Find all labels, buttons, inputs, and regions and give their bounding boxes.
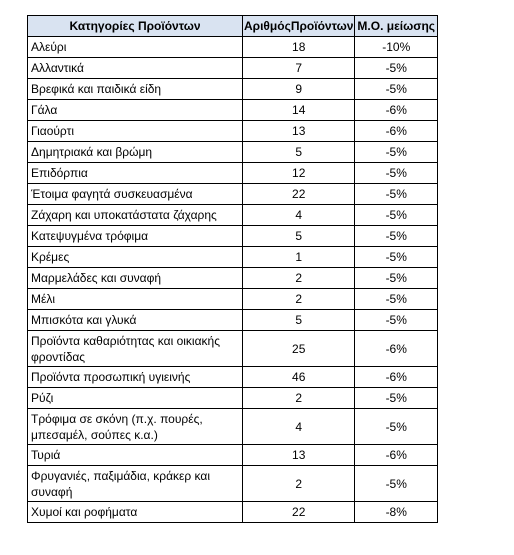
count-cell: 13: [243, 445, 355, 466]
category-cell: Γάλα: [28, 100, 243, 121]
category-cell: Προϊόντα προσωπική υγιεινής: [28, 367, 243, 388]
category-cell: Φρυγανιές, παξιμάδια, κράκερ και συναφή: [28, 466, 243, 502]
table-row: [28, 388, 438, 409]
category-cell: Τρόφιμα σε σκόνη (π.χ. πουρές, μπεσαμέλ, σούπες κ.α.): [28, 409, 243, 445]
category-cell: Προϊόντα καθαριότητας και οικιακής φροντίδας: [28, 331, 243, 367]
category-cell: Μπισκότα και γλυκά: [28, 310, 243, 331]
table-row: [28, 409, 438, 445]
reduction-cell: -6%: [355, 121, 438, 142]
reduction-cell: -5%: [355, 388, 438, 409]
category-cell: Ρύζι: [28, 388, 243, 409]
category-cell: Χυμοί και ροφήματα: [28, 502, 243, 523]
category-cell: Αλεύρι: [28, 37, 243, 58]
table-row: [28, 310, 438, 331]
count-cell: 4: [243, 205, 355, 226]
reduction-cell: -5%: [355, 247, 438, 268]
count-cell: 5: [243, 310, 355, 331]
count-cell: 25: [243, 331, 355, 367]
table-row: [28, 289, 438, 310]
category-cell: Τυριά: [28, 445, 243, 466]
count-cell: 13: [243, 121, 355, 142]
table-row: [28, 205, 438, 226]
category-cell: Επιδόρπια: [28, 163, 243, 184]
reduction-cell: -5%: [355, 466, 438, 502]
reduction-cell: -5%: [355, 409, 438, 445]
reduction-cell: -6%: [355, 445, 438, 466]
reduction-cell: -5%: [355, 58, 438, 79]
count-cell: 2: [243, 268, 355, 289]
category-cell: Γιαούρτι: [28, 121, 243, 142]
category-cell: Βρεφικά και παιδικά είδη: [28, 79, 243, 100]
table-row: [28, 247, 438, 268]
count-cell: 18: [243, 37, 355, 58]
count-cell: 2: [243, 289, 355, 310]
category-cell: Μέλι: [28, 289, 243, 310]
table-row: [28, 184, 438, 205]
header-average-reduction: Μ.Ο. μείωσης: [355, 16, 438, 37]
table-header-row: [28, 16, 438, 37]
category-cell: Δημητριακά και βρώμη: [28, 142, 243, 163]
table-row: [28, 226, 438, 247]
reduction-cell: -6%: [355, 100, 438, 121]
table-row: [28, 37, 438, 58]
count-cell: 14: [243, 100, 355, 121]
table-row: [28, 100, 438, 121]
count-cell: 1: [243, 247, 355, 268]
count-cell: 7: [243, 58, 355, 79]
table-row: [28, 121, 438, 142]
reduction-cell: -5%: [355, 184, 438, 205]
count-cell: 22: [243, 502, 355, 523]
table-row: [28, 466, 438, 502]
header-category: Κατηγορίες Προϊόντων: [28, 16, 243, 37]
table-row: [28, 163, 438, 184]
table-row: [28, 58, 438, 79]
reduction-cell: -5%: [355, 163, 438, 184]
count-cell: 5: [243, 226, 355, 247]
product-categories-table: [27, 15, 438, 523]
count-cell: 4: [243, 409, 355, 445]
reduction-cell: -5%: [355, 268, 438, 289]
table-row: [28, 367, 438, 388]
category-cell: Ζάχαρη και υποκατάστατα ζάχαρης: [28, 205, 243, 226]
category-cell: Έτοιμα φαγητά συσκευασμένα: [28, 184, 243, 205]
reduction-cell: -5%: [355, 310, 438, 331]
category-cell: Μαρμελάδες και συναφή: [28, 268, 243, 289]
count-cell: 22: [243, 184, 355, 205]
reduction-cell: -8%: [355, 502, 438, 523]
category-cell: Κρέμες: [28, 247, 243, 268]
table-row: [28, 331, 438, 367]
table-row: [28, 268, 438, 289]
count-cell: 12: [243, 163, 355, 184]
reduction-cell: -5%: [355, 79, 438, 100]
reduction-cell: -6%: [355, 331, 438, 367]
reduction-cell: -10%: [355, 37, 438, 58]
table-row: [28, 79, 438, 100]
count-cell: 2: [243, 466, 355, 502]
count-cell: 2: [243, 388, 355, 409]
reduction-cell: -5%: [355, 226, 438, 247]
category-cell: Κατεψυγμένα τρόφιμα: [28, 226, 243, 247]
reduction-cell: -5%: [355, 289, 438, 310]
reduction-cell: -5%: [355, 142, 438, 163]
reduction-cell: -5%: [355, 205, 438, 226]
table-row: [28, 502, 438, 523]
count-cell: 9: [243, 79, 355, 100]
category-cell: Αλλαντικά: [28, 58, 243, 79]
table-row: [28, 445, 438, 466]
reduction-cell: -6%: [355, 367, 438, 388]
header-product-count: ΑριθμόςΠροϊόντων: [243, 16, 355, 37]
table-row: [28, 142, 438, 163]
count-cell: 5: [243, 142, 355, 163]
count-cell: 46: [243, 367, 355, 388]
